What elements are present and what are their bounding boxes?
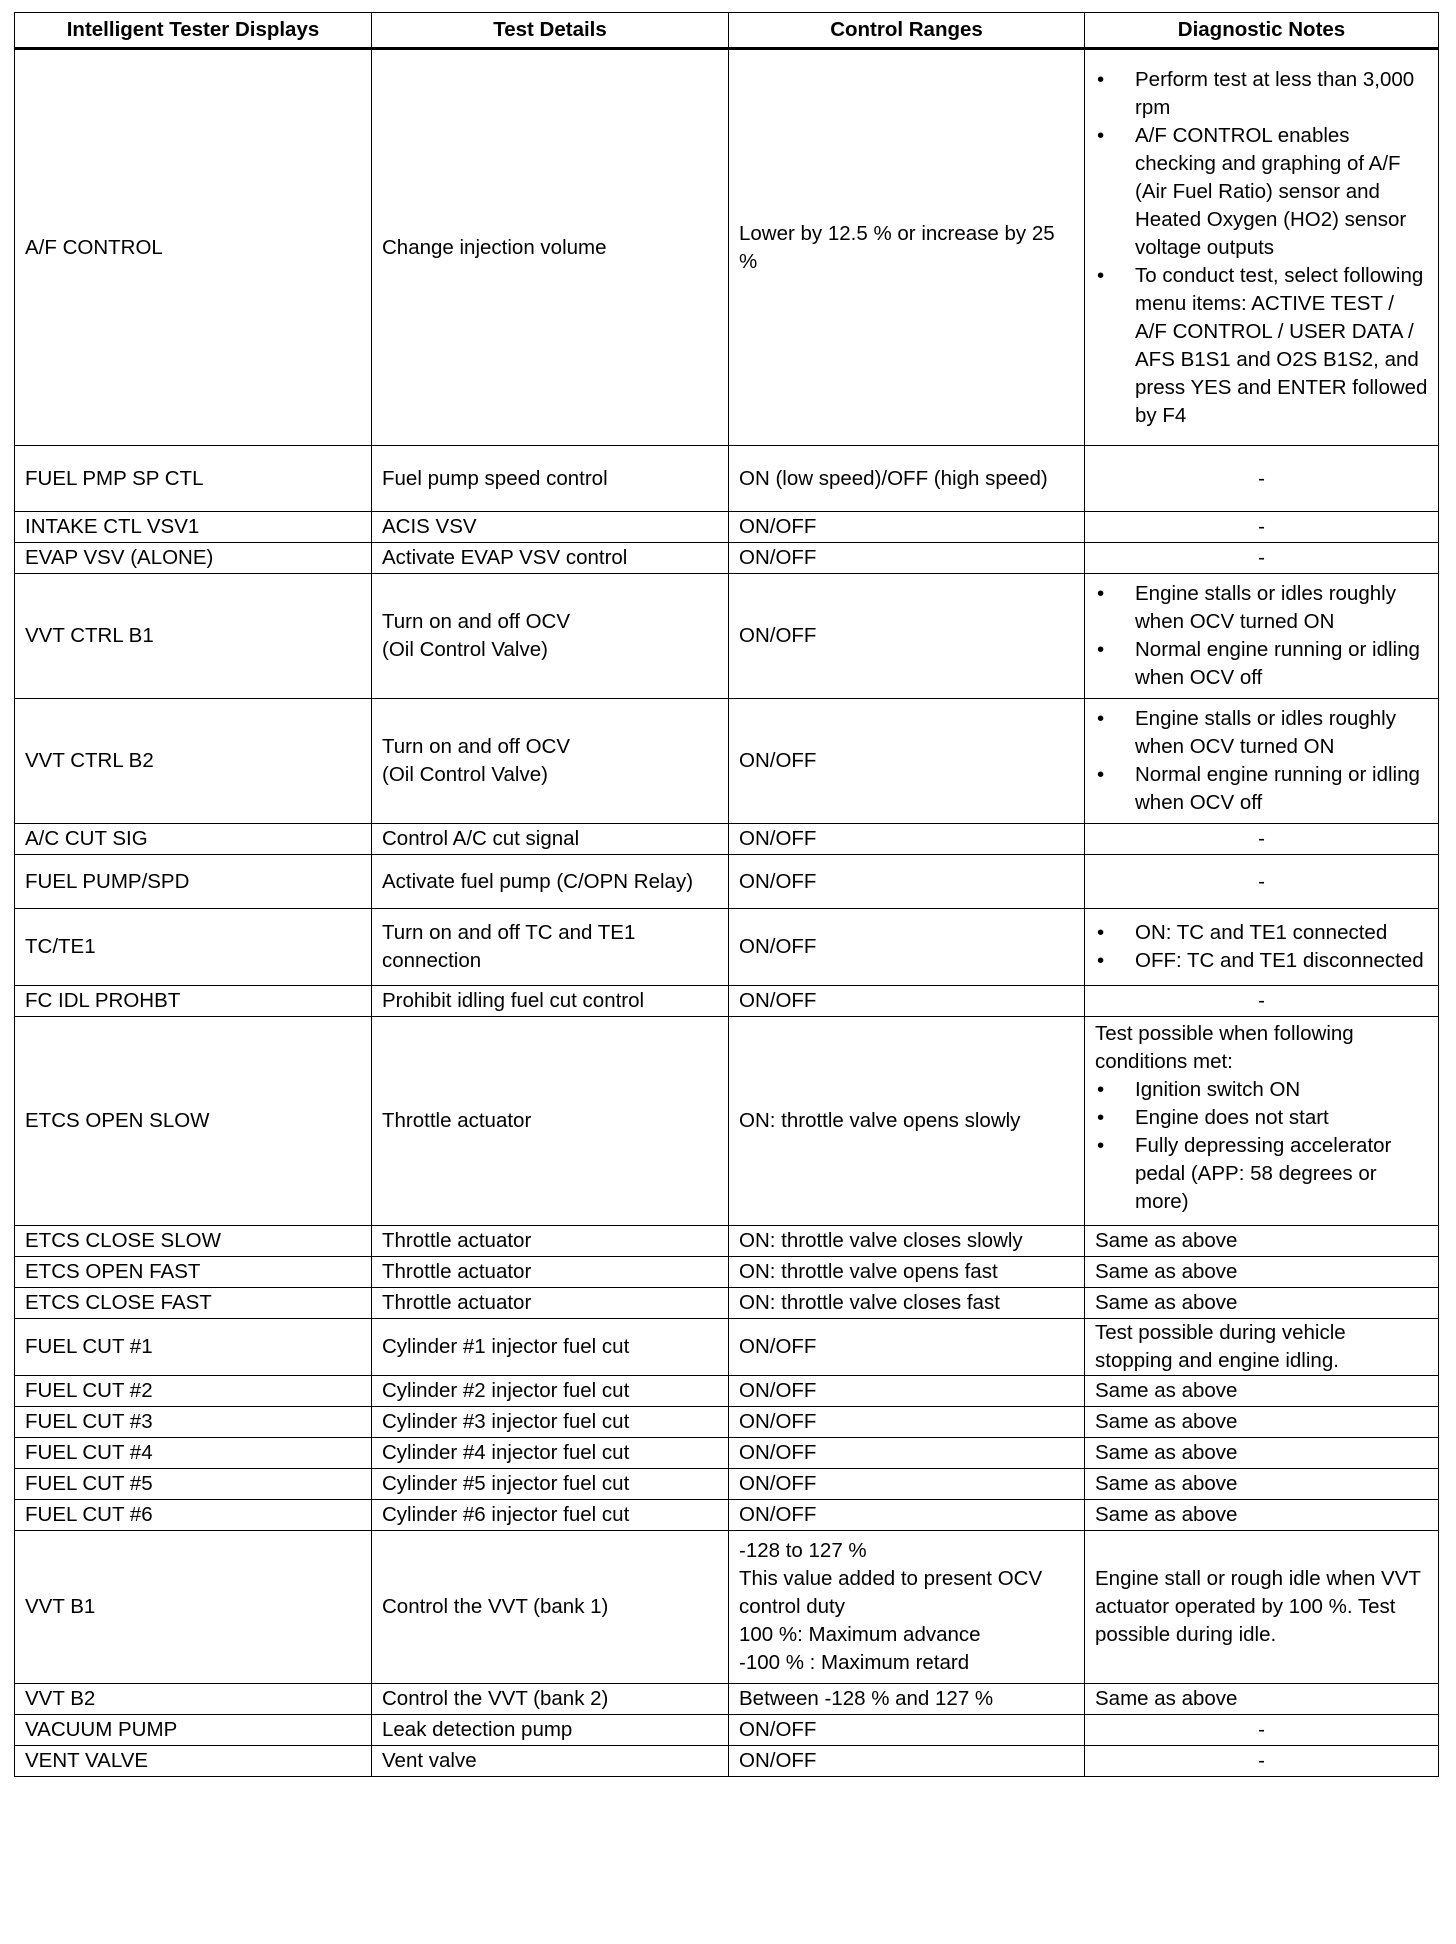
cell-diagnostic-notes — [1085, 1226, 1439, 1257]
cell-control-range — [729, 1531, 1085, 1684]
control-range-line: ON/OFF — [739, 1503, 817, 1526]
cell-diagnostic-notes — [1085, 824, 1439, 855]
cell-test-details — [372, 1017, 729, 1226]
cell-tester-display: ETCS CLOSE SLOW — [15, 1226, 372, 1257]
test-details-line: Cylinder #1 injector fuel cut — [382, 1335, 630, 1358]
test-details-line: Control the VVT (bank 2) — [382, 1687, 609, 1710]
table-row — [15, 49, 1439, 446]
cell-control-range — [729, 1376, 1085, 1407]
control-range-line: ON/OFF — [739, 1472, 817, 1495]
cell-diagnostic-notes — [1085, 543, 1439, 574]
notes-bullet-item: • Perform test at less than 3,000 rpm — [1095, 66, 1428, 122]
control-range-line: ON/OFF — [739, 869, 817, 893]
cell-control-range — [729, 699, 1085, 824]
header-test-details: Test Details — [372, 13, 729, 49]
test-details-line: Cylinder #2 injector fuel cut — [382, 1379, 630, 1402]
notes-bullet-list — [1095, 1076, 1428, 1216]
cell-control-range — [729, 1438, 1085, 1469]
notes-text: Same as above — [1095, 1503, 1238, 1526]
cell-tester-display: FUEL CUT #5 — [15, 1469, 372, 1500]
cell-tester-display: VVT CTRL B1 — [15, 574, 372, 699]
cell-test-details — [372, 1257, 729, 1288]
cell-diagnostic-notes — [1085, 855, 1439, 909]
control-range-line: ON (low speed)/OFF (high speed) — [739, 466, 1048, 490]
cell-control-range — [729, 49, 1085, 446]
notes-dash: - — [1258, 1718, 1265, 1741]
cell-control-range — [729, 986, 1085, 1017]
cell-diagnostic-notes — [1085, 1017, 1439, 1226]
cell-tester-display: FUEL PMP SP CTL — [15, 446, 372, 512]
active-test-table — [14, 12, 1439, 1777]
cell-diagnostic-notes — [1085, 1746, 1439, 1777]
cell-diagnostic-notes — [1085, 699, 1439, 824]
cell-tester-display: INTAKE CTL VSV1 — [15, 512, 372, 543]
notes-bullet-item: • To conduct test, select following menu items: ACTIVE TEST / A/F CONTROL / USER DATA / AFS B1S1 and O2S B1S2, and press YES and ENTER followed by F4 — [1095, 262, 1428, 430]
notes-text: Same as above — [1095, 1687, 1238, 1710]
cell-diagnostic-notes — [1085, 1715, 1439, 1746]
test-details-line: Cylinder #4 injector fuel cut — [382, 1441, 630, 1464]
cell-control-range — [729, 1684, 1085, 1715]
notes-bullet-item: • Normal engine running or idling when OCV off — [1095, 761, 1428, 817]
control-range-line: ON/OFF — [739, 1410, 817, 1433]
test-details-line: Cylinder #6 injector fuel cut — [382, 1503, 630, 1526]
table-row — [15, 574, 1439, 699]
test-details-line: Leak detection pump — [382, 1718, 573, 1741]
test-details-line: Throttle actuator — [382, 1109, 532, 1132]
control-range-line: Lower by 12.5 % or increase by 25 % — [739, 221, 1055, 273]
control-range-line: ON/OFF — [739, 1718, 817, 1741]
cell-tester-display: FUEL CUT #2 — [15, 1376, 372, 1407]
cell-diagnostic-notes — [1085, 1469, 1439, 1500]
test-details-line: Control A/C cut signal — [382, 827, 580, 850]
active-test-table-container — [14, 12, 1438, 1777]
cell-test-details — [372, 909, 729, 986]
cell-diagnostic-notes — [1085, 1438, 1439, 1469]
table-row — [15, 1715, 1439, 1746]
cell-control-range — [729, 543, 1085, 574]
cell-control-range — [729, 1226, 1085, 1257]
cell-diagnostic-notes — [1085, 1684, 1439, 1715]
cell-tester-display: VACUUM PUMP — [15, 1715, 372, 1746]
notes-bullet-item: • A/F CONTROL enables checking and graphing of A/F (Air Fuel Ratio) sensor and Heated Oxygen (HO2) sensor voltage outputs — [1095, 122, 1428, 262]
test-details-line: Fuel pump speed control — [382, 466, 608, 490]
cell-diagnostic-notes — [1085, 1288, 1439, 1319]
test-details-line: Control the VVT (bank 1) — [382, 1595, 609, 1618]
notes-text: Same as above — [1095, 1441, 1238, 1464]
table-row — [15, 1288, 1439, 1319]
cell-tester-display: TC/TE1 — [15, 909, 372, 986]
cell-diagnostic-notes — [1085, 1531, 1439, 1684]
notes-dash: - — [1258, 869, 1265, 893]
header-row — [15, 13, 1439, 49]
control-range-line: ON/OFF — [739, 749, 817, 772]
table-row — [15, 1746, 1439, 1777]
header-tester-displays: Intelligent Tester Displays — [15, 13, 372, 49]
cell-control-range — [729, 1288, 1085, 1319]
notes-text: Same as above — [1095, 1260, 1238, 1283]
cell-diagnostic-notes — [1085, 49, 1439, 446]
notes-text: Same as above — [1095, 1472, 1238, 1495]
cell-control-range — [729, 855, 1085, 909]
control-range-line: This value added to present OCV control duty — [739, 1567, 1043, 1618]
table-row — [15, 1500, 1439, 1531]
notes-bullet-item: • Engine stalls or idles roughly when OCV turned ON — [1095, 580, 1428, 636]
table-row — [15, 543, 1439, 574]
table-row — [15, 512, 1439, 543]
control-range-line: ON/OFF — [739, 935, 817, 958]
cell-test-details — [372, 1288, 729, 1319]
notes-bullet-item: • OFF: TC and TE1 disconnected — [1095, 947, 1428, 975]
cell-diagnostic-notes — [1085, 1407, 1439, 1438]
table-row — [15, 1407, 1439, 1438]
notes-bullet-item: • Engine does not start — [1095, 1104, 1428, 1132]
cell-tester-display: ETCS OPEN SLOW — [15, 1017, 372, 1226]
test-details-line: Vent valve — [382, 1749, 477, 1772]
notes-text: Test possible during vehicle stopping and engine idling. — [1095, 1321, 1346, 1372]
cell-tester-display: FUEL CUT #3 — [15, 1407, 372, 1438]
cell-control-range — [729, 1469, 1085, 1500]
table-row — [15, 1531, 1439, 1684]
cell-diagnostic-notes — [1085, 909, 1439, 986]
cell-test-details — [372, 986, 729, 1017]
control-range-line: ON: throttle valve opens fast — [739, 1260, 998, 1283]
cell-test-details — [372, 1531, 729, 1684]
notes-bullet-item: • Ignition switch ON — [1095, 1076, 1428, 1104]
control-range-line: ON/OFF — [739, 624, 817, 647]
test-details-line: Cylinder #5 injector fuel cut — [382, 1472, 630, 1495]
cell-tester-display: A/F CONTROL — [15, 49, 372, 446]
test-details-line: Activate fuel pump (C/OPN Relay) — [382, 869, 694, 893]
cell-control-range — [729, 1407, 1085, 1438]
cell-diagnostic-notes — [1085, 1376, 1439, 1407]
control-range-line: -128 to 127 % — [739, 1539, 867, 1562]
control-range-line: ON/OFF — [739, 1441, 817, 1464]
notes-text: Same as above — [1095, 1291, 1238, 1314]
cell-test-details — [372, 1319, 729, 1376]
notes-dash: - — [1258, 1749, 1265, 1772]
cell-control-range — [729, 909, 1085, 986]
header-diagnostic-notes: Diagnostic Notes — [1085, 13, 1439, 49]
cell-control-range — [729, 1017, 1085, 1226]
cell-tester-display: FUEL CUT #6 — [15, 1500, 372, 1531]
control-range-line: 100 %: Maximum advance — [739, 1623, 981, 1646]
cell-test-details — [372, 1684, 729, 1715]
control-range-line: -100 % : Maximum retard — [739, 1651, 970, 1674]
notes-dash: - — [1258, 515, 1265, 538]
table-row — [15, 824, 1439, 855]
control-range-line: ON/OFF — [739, 1379, 817, 1402]
table-row — [15, 1226, 1439, 1257]
cell-test-details — [372, 512, 729, 543]
cell-tester-display: VENT VALVE — [15, 1746, 372, 1777]
cell-tester-display: VVT B2 — [15, 1684, 372, 1715]
cell-test-details — [372, 1376, 729, 1407]
cell-test-details — [372, 855, 729, 909]
test-details-line: (Oil Control Valve) — [382, 638, 548, 661]
table-body — [15, 49, 1439, 1777]
cell-control-range — [729, 512, 1085, 543]
cell-test-details — [372, 1226, 729, 1257]
cell-diagnostic-notes — [1085, 986, 1439, 1017]
notes-bullet-item: • Normal engine running or idling when OCV off — [1095, 636, 1428, 692]
control-range-line: ON/OFF — [739, 515, 817, 538]
cell-control-range — [729, 1319, 1085, 1376]
cell-test-details — [372, 824, 729, 855]
cell-tester-display: EVAP VSV (ALONE) — [15, 543, 372, 574]
notes-bullet-list — [1095, 705, 1428, 817]
cell-diagnostic-notes — [1085, 1500, 1439, 1531]
table-row — [15, 1469, 1439, 1500]
table-row — [15, 446, 1439, 512]
cell-tester-display: ETCS CLOSE FAST — [15, 1288, 372, 1319]
header-control-ranges: Control Ranges — [729, 13, 1085, 49]
notes-bullet-list — [1095, 580, 1428, 692]
cell-diagnostic-notes — [1085, 574, 1439, 699]
notes-intro: Test possible when following conditions met: — [1095, 1022, 1354, 1073]
test-details-line: Cylinder #3 injector fuel cut — [382, 1410, 630, 1433]
test-details-line: Turn on and off TC and TE1 connection — [382, 921, 636, 972]
control-range-line: ON/OFF — [739, 1335, 817, 1358]
cell-test-details — [372, 446, 729, 512]
notes-bullet-list — [1095, 66, 1428, 430]
control-range-line: ON/OFF — [739, 989, 817, 1012]
test-details-line: Throttle actuator — [382, 1229, 532, 1252]
notes-dash: - — [1258, 466, 1265, 490]
test-details-line: Change injection volume — [382, 235, 607, 259]
cell-tester-display: FUEL CUT #4 — [15, 1438, 372, 1469]
test-details-line: Turn on and off OCV — [382, 610, 571, 633]
test-details-line: Throttle actuator — [382, 1291, 532, 1314]
control-range-line: ON/OFF — [739, 546, 817, 569]
cell-test-details — [372, 574, 729, 699]
cell-tester-display: VVT B1 — [15, 1531, 372, 1684]
cell-control-range — [729, 1715, 1085, 1746]
control-range-line: Between -128 % and 127 % — [739, 1687, 994, 1710]
cell-test-details — [372, 1746, 729, 1777]
cell-diagnostic-notes — [1085, 1257, 1439, 1288]
test-details-line: Activate EVAP VSV control — [382, 546, 628, 569]
notes-bullet-item: • ON: TC and TE1 connected — [1095, 919, 1428, 947]
notes-bullet-item: • Engine stalls or idles roughly when OCV turned ON — [1095, 705, 1428, 761]
table-row — [15, 986, 1439, 1017]
table-row — [15, 699, 1439, 824]
control-range-line: ON: throttle valve opens slowly — [739, 1109, 1021, 1132]
control-range-line: ON: throttle valve closes fast — [739, 1291, 1000, 1314]
test-details-line: Throttle actuator — [382, 1260, 532, 1283]
table-row — [15, 909, 1439, 986]
cell-tester-display: FC IDL PROHBT — [15, 986, 372, 1017]
cell-test-details — [372, 1715, 729, 1746]
cell-diagnostic-notes — [1085, 446, 1439, 512]
test-details-line: (Oil Control Valve) — [382, 763, 548, 786]
notes-text: Same as above — [1095, 1229, 1238, 1252]
notes-dash: - — [1258, 546, 1265, 569]
notes-text: Engine stall or rough idle when VVT actuator operated by 100 %. Test possible during idle. — [1095, 1567, 1421, 1646]
cell-control-range — [729, 1746, 1085, 1777]
table-row — [15, 1376, 1439, 1407]
cell-test-details — [372, 1438, 729, 1469]
cell-diagnostic-notes — [1085, 1319, 1439, 1376]
cell-diagnostic-notes — [1085, 512, 1439, 543]
test-details-line: Turn on and off OCV — [382, 735, 571, 758]
notes-bullet-item: • Fully depressing accelerator pedal (APP: 58 degrees or more) — [1095, 1132, 1428, 1216]
notes-bullet-list — [1095, 919, 1428, 975]
control-range-line: ON: throttle valve closes slowly — [739, 1229, 1023, 1252]
notes-text: Same as above — [1095, 1410, 1238, 1433]
notes-dash: - — [1258, 827, 1265, 850]
table-row — [15, 1017, 1439, 1226]
cell-tester-display: A/C CUT SIG — [15, 824, 372, 855]
cell-test-details — [372, 543, 729, 574]
table-row — [15, 1438, 1439, 1469]
cell-control-range — [729, 574, 1085, 699]
table-row — [15, 1319, 1439, 1376]
cell-tester-display: FUEL PUMP/SPD — [15, 855, 372, 909]
notes-text: Same as above — [1095, 1379, 1238, 1402]
cell-control-range — [729, 824, 1085, 855]
test-details-line: Prohibit idling fuel cut control — [382, 989, 645, 1012]
cell-test-details — [372, 699, 729, 824]
table-row — [15, 1684, 1439, 1715]
table-row — [15, 855, 1439, 909]
notes-dash: - — [1258, 989, 1265, 1012]
table-row — [15, 1257, 1439, 1288]
cell-test-details — [372, 1500, 729, 1531]
control-range-line: ON/OFF — [739, 1749, 817, 1772]
cell-tester-display: VVT CTRL B2 — [15, 699, 372, 824]
test-details-line: ACIS VSV — [382, 515, 477, 538]
cell-tester-display: FUEL CUT #1 — [15, 1319, 372, 1376]
cell-control-range — [729, 1257, 1085, 1288]
cell-test-details — [372, 1407, 729, 1438]
cell-tester-display: ETCS OPEN FAST — [15, 1257, 372, 1288]
cell-control-range — [729, 446, 1085, 512]
cell-test-details — [372, 49, 729, 446]
cell-test-details — [372, 1469, 729, 1500]
control-range-line: ON/OFF — [739, 827, 817, 850]
cell-control-range — [729, 1500, 1085, 1531]
